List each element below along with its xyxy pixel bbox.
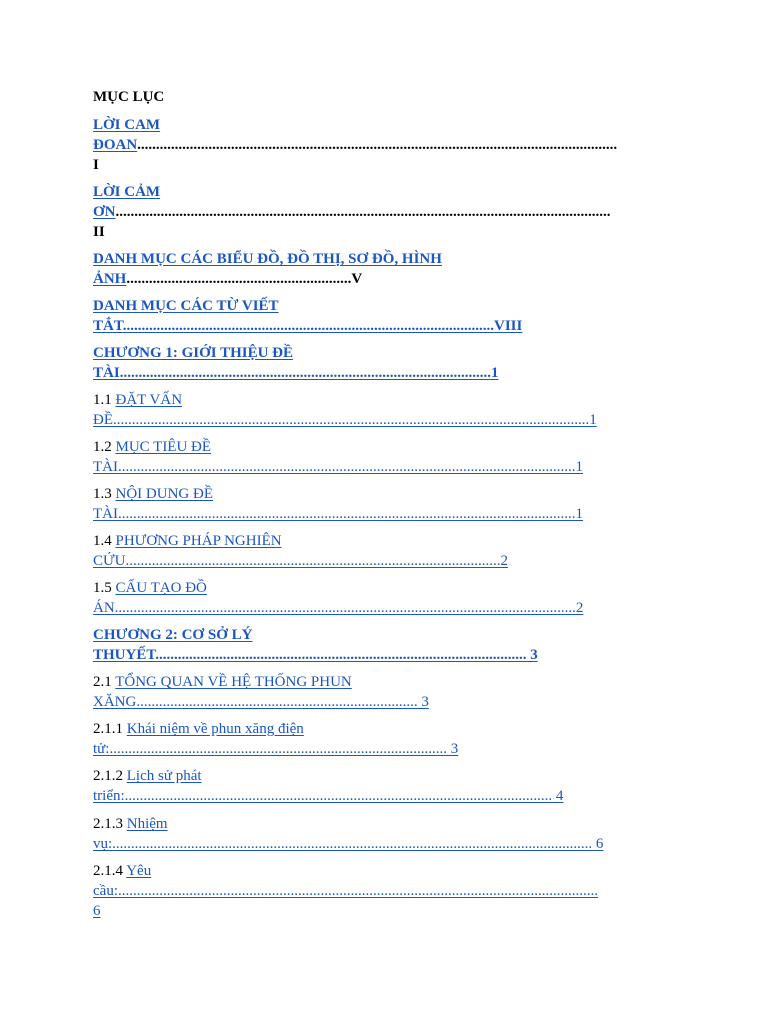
toc-link[interactable]: Nhiệm xyxy=(126,816,168,832)
toc-link[interactable]: TÀI xyxy=(93,506,118,522)
toc-page-number: I xyxy=(93,157,99,173)
toc-link[interactable]: THUYẾT xyxy=(93,647,156,663)
toc-link[interactable]: ĐOAN xyxy=(93,137,138,153)
toc-section-number: 2.1 xyxy=(93,674,116,690)
toc-link[interactable]: TẮT xyxy=(93,318,123,334)
toc-link[interactable]: TÀI xyxy=(93,365,120,381)
toc-link[interactable]: CHƯƠNG 2: CƠ SỞ LÝ xyxy=(93,627,253,643)
toc-leader-dots: ................................................................................................... xyxy=(119,365,491,381)
toc-page-number: 3 xyxy=(526,647,538,663)
toc-link[interactable]: DANH MỤC CÁC TỪ VIẾT xyxy=(93,298,279,314)
toc-leader-dots: ............................................................ xyxy=(126,271,352,287)
toc-link[interactable]: PHƯƠNG PHÁP NGHIÊN xyxy=(115,533,282,549)
toc-page-number: V xyxy=(351,271,363,287)
toc-entry-chuong-1[interactable] xyxy=(93,343,498,383)
toc-section-number: 1.5 xyxy=(93,580,116,596)
toc-page-number: 4 xyxy=(552,788,564,804)
toc-link[interactable]: CẤU TẠO ĐỒ xyxy=(115,580,207,596)
toc-page-number: 6 xyxy=(592,836,604,852)
toc-section-number: 1.2 xyxy=(93,439,116,455)
toc-entry-2-1[interactable] xyxy=(93,672,429,712)
toc-leader-dots: ................................................................................................................................ xyxy=(112,836,593,852)
toc-leader-dots: .................................................................................................... xyxy=(125,553,501,569)
toc-section-number: 2.1.1 xyxy=(93,721,127,737)
toc-link[interactable]: LỜI CAM xyxy=(93,117,161,133)
toc-page-number: 1 xyxy=(575,506,583,522)
toc-page-number: 1 xyxy=(589,412,597,428)
toc-link[interactable]: DANH MỤC CÁC BIỂU ĐỒ, ĐỒ THỊ, SƠ ĐỒ, HÌNH xyxy=(93,251,442,267)
toc-link[interactable]: MỤC TIÊU ĐỀ xyxy=(115,439,212,455)
toc-leader-dots: .......................................................................................... xyxy=(109,741,447,757)
toc-section-number: 1.4 xyxy=(93,533,116,549)
toc-page-number: VIII xyxy=(493,318,523,334)
toc-entry-2-1-3[interactable] xyxy=(93,814,603,854)
toc-link[interactable]: ĐỀ xyxy=(93,412,113,428)
toc-page-number: 3 xyxy=(417,694,429,710)
toc-section-number: 1.3 xyxy=(93,486,116,502)
toc-leader-dots: .................................................................................................................................... xyxy=(115,204,611,220)
toc-link[interactable]: vụ: xyxy=(93,836,113,852)
toc-leader-dots: .......................................................................................................................... xyxy=(118,459,576,475)
toc-page-number: 2 xyxy=(500,553,508,569)
toc-leader-dots: ............................................................................................................................... xyxy=(113,412,590,428)
toc-entry-danh-muc-bieu-do[interactable] xyxy=(93,249,442,289)
toc-entry-2-1-2[interactable] xyxy=(93,766,563,806)
toc-link[interactable]: ĐẶT VẤN xyxy=(115,392,183,408)
toc-entry-2-1-1[interactable] xyxy=(93,719,458,759)
toc-link[interactable]: NỘI DUNG ĐỀ xyxy=(115,486,213,502)
toc-leader-dots: ................................................................................................................................ xyxy=(117,883,598,899)
toc-leader-dots: ................................................................................................... xyxy=(155,647,527,663)
toc-link[interactable]: cầu: xyxy=(93,883,118,899)
toc-link[interactable]: Yêu xyxy=(126,863,152,879)
toc-leader-dots: ........................................................................................................................... xyxy=(114,600,576,616)
toc-section-number: 2.1.3 xyxy=(93,816,127,832)
toc-leader-dots: ................................................................................................................................ xyxy=(137,137,618,153)
toc-leader-dots: .......................................................................................................................... xyxy=(118,506,576,522)
toc-link[interactable]: TÀI xyxy=(93,459,118,475)
toc-entry-loi-cam-on[interactable] xyxy=(93,182,611,242)
toc-page-number: 3 xyxy=(446,741,459,757)
toc-section-number: 2.1.2 xyxy=(93,768,127,784)
toc-page-number: 1 xyxy=(490,365,499,381)
toc-entry-danh-muc-tu-viet-tat[interactable] xyxy=(93,296,522,336)
toc-leader-dots: .................................................................................................................. xyxy=(124,788,553,804)
toc-leader-dots: ........................................................................... xyxy=(136,694,418,710)
toc-section-number: 2.1.4 xyxy=(93,863,127,879)
toc-page-number: 2 xyxy=(575,600,584,616)
toc-link[interactable]: ƠN xyxy=(93,204,116,220)
toc-link[interactable]: triển: xyxy=(93,788,125,804)
toc-entry-loi-cam-doan[interactable] xyxy=(93,115,617,175)
toc-entry-1-3[interactable] xyxy=(93,484,583,524)
toc-link[interactable]: Khái niệm về phun xăng điện xyxy=(126,721,304,737)
toc-page-number: 6 xyxy=(93,903,101,919)
toc-title: MỤC LỤC xyxy=(93,89,165,105)
toc-link[interactable]: ẢNH xyxy=(93,271,127,287)
toc-page-number: 1 xyxy=(575,459,583,475)
toc-link[interactable]: tử: xyxy=(93,741,110,757)
toc-entry-1-2[interactable] xyxy=(93,437,583,477)
toc-link[interactable]: LỜI CẢM xyxy=(93,184,161,200)
toc-entry-1-4[interactable] xyxy=(93,531,508,571)
toc-page-number: II xyxy=(93,224,105,240)
toc-entry-1-5[interactable] xyxy=(93,578,583,618)
toc-entry-1-1[interactable] xyxy=(93,390,597,430)
toc-link[interactable]: XĂNG xyxy=(93,694,137,710)
toc-link[interactable]: ÁN xyxy=(93,600,115,616)
toc-section-number: 1.1 xyxy=(93,392,116,408)
toc-link[interactable]: Lịch sử phát xyxy=(126,768,202,784)
toc-entry-chuong-2[interactable] xyxy=(93,625,538,665)
toc-link[interactable]: CỨU xyxy=(93,553,126,569)
toc-entry-2-1-4[interactable] xyxy=(93,861,598,921)
toc-leader-dots: ................................................................................................... xyxy=(122,318,494,334)
toc-link[interactable]: TỔNG QUAN VỀ HỆ THỐNG PHUN xyxy=(115,674,352,690)
toc-link[interactable]: CHƯƠNG 1: GIỚI THIỆU ĐỀ xyxy=(93,345,294,361)
